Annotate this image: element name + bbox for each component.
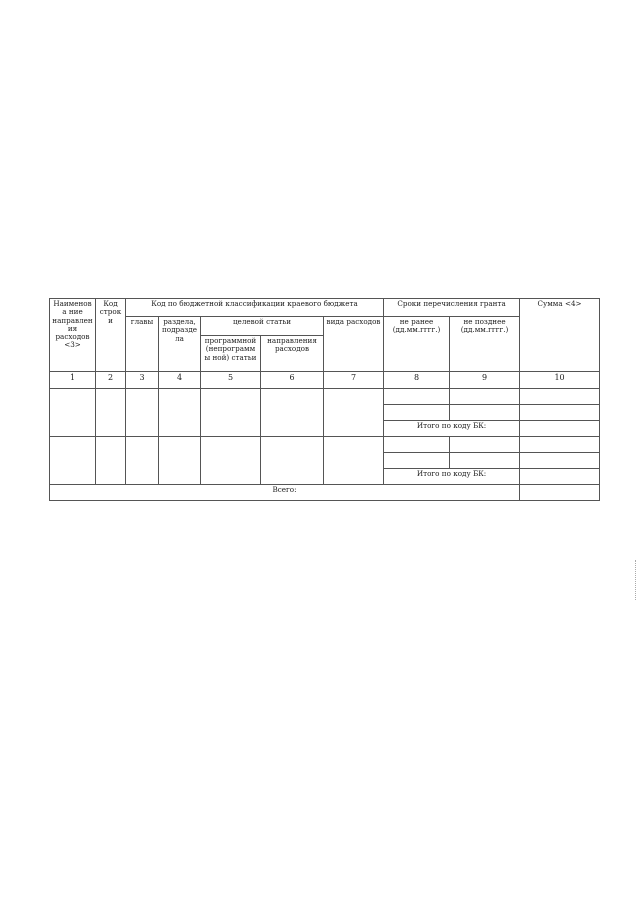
table-cell: [384, 453, 450, 469]
table-cell: [50, 389, 96, 437]
total-bk-label: Итого по коду БК:: [384, 469, 520, 485]
table-cell: [520, 405, 600, 421]
column-number: 9: [450, 372, 520, 389]
column-number: 3: [126, 372, 159, 389]
table-cell: [324, 389, 384, 437]
column-number: 6: [261, 372, 324, 389]
total-bk-label: Итого по коду БК:: [384, 421, 520, 437]
header-not-later: не позднее (дд.мм.гггг.): [450, 317, 520, 372]
column-number: 4: [159, 372, 201, 389]
total-bk-value: [520, 469, 600, 485]
table-cell: [450, 453, 520, 469]
table-cell: [126, 389, 159, 437]
header-row-2: [50, 317, 600, 336]
table-cell: [450, 389, 520, 405]
table-cell: [261, 437, 324, 485]
table-cell: [261, 389, 324, 437]
column-number: 1: [50, 372, 96, 389]
header-row-1: [50, 299, 600, 317]
grand-total-label: Всего:: [50, 485, 520, 501]
header-not-earlier: не ранее (дд.мм.гггг.): [384, 317, 450, 372]
table-row: [50, 437, 600, 453]
table-cell: [324, 437, 384, 485]
table-cell: [450, 437, 520, 453]
table-cell: [520, 437, 600, 453]
header-head-code: главы: [126, 317, 159, 372]
header-expense-direction: направления расходов: [261, 336, 324, 372]
scan-edge-mark: [635, 560, 638, 600]
table-cell: [50, 437, 96, 485]
column-number: 5: [201, 372, 261, 389]
column-number: 10: [520, 372, 600, 389]
table-cell: [384, 389, 450, 405]
header-bk-code: Код по бюджетной классификации краевого бюджета: [126, 299, 384, 317]
table-cell: [520, 453, 600, 469]
header-target-article: целевой статьи: [201, 317, 324, 336]
table-cell: [520, 389, 600, 405]
column-number: 7: [324, 372, 384, 389]
table-cell: [384, 437, 450, 453]
table-cell: [159, 437, 201, 485]
header-program-article: программной (непрограммы ной) статьи: [201, 336, 261, 372]
column-number-row: [50, 372, 600, 389]
header-row-code: Код строк и: [96, 299, 126, 372]
table-row: [50, 389, 600, 405]
header-expense-kind: вида расходов: [324, 317, 384, 372]
table-cell: [450, 405, 520, 421]
table-cell: [96, 389, 126, 437]
header-section-code: раздела, подразде ла: [159, 317, 201, 372]
column-number: 2: [96, 372, 126, 389]
grant-schedule-table: [49, 298, 600, 501]
table-cell: [201, 437, 261, 485]
header-transfer-terms: Сроки перечисления гранта: [384, 299, 520, 317]
table-cell: [201, 389, 261, 437]
total-bk-value: [520, 421, 600, 437]
table-cell: [159, 389, 201, 437]
column-number: 8: [384, 372, 450, 389]
grand-total-value: [520, 485, 600, 501]
table-cell: [96, 437, 126, 485]
header-sum: Сумма <4>: [520, 299, 600, 372]
header-direction-name: Наименова ние направлен ия расходов <3>: [50, 299, 96, 372]
table-cell: [384, 405, 450, 421]
grand-total-row: [50, 485, 600, 501]
table-cell: [126, 437, 159, 485]
